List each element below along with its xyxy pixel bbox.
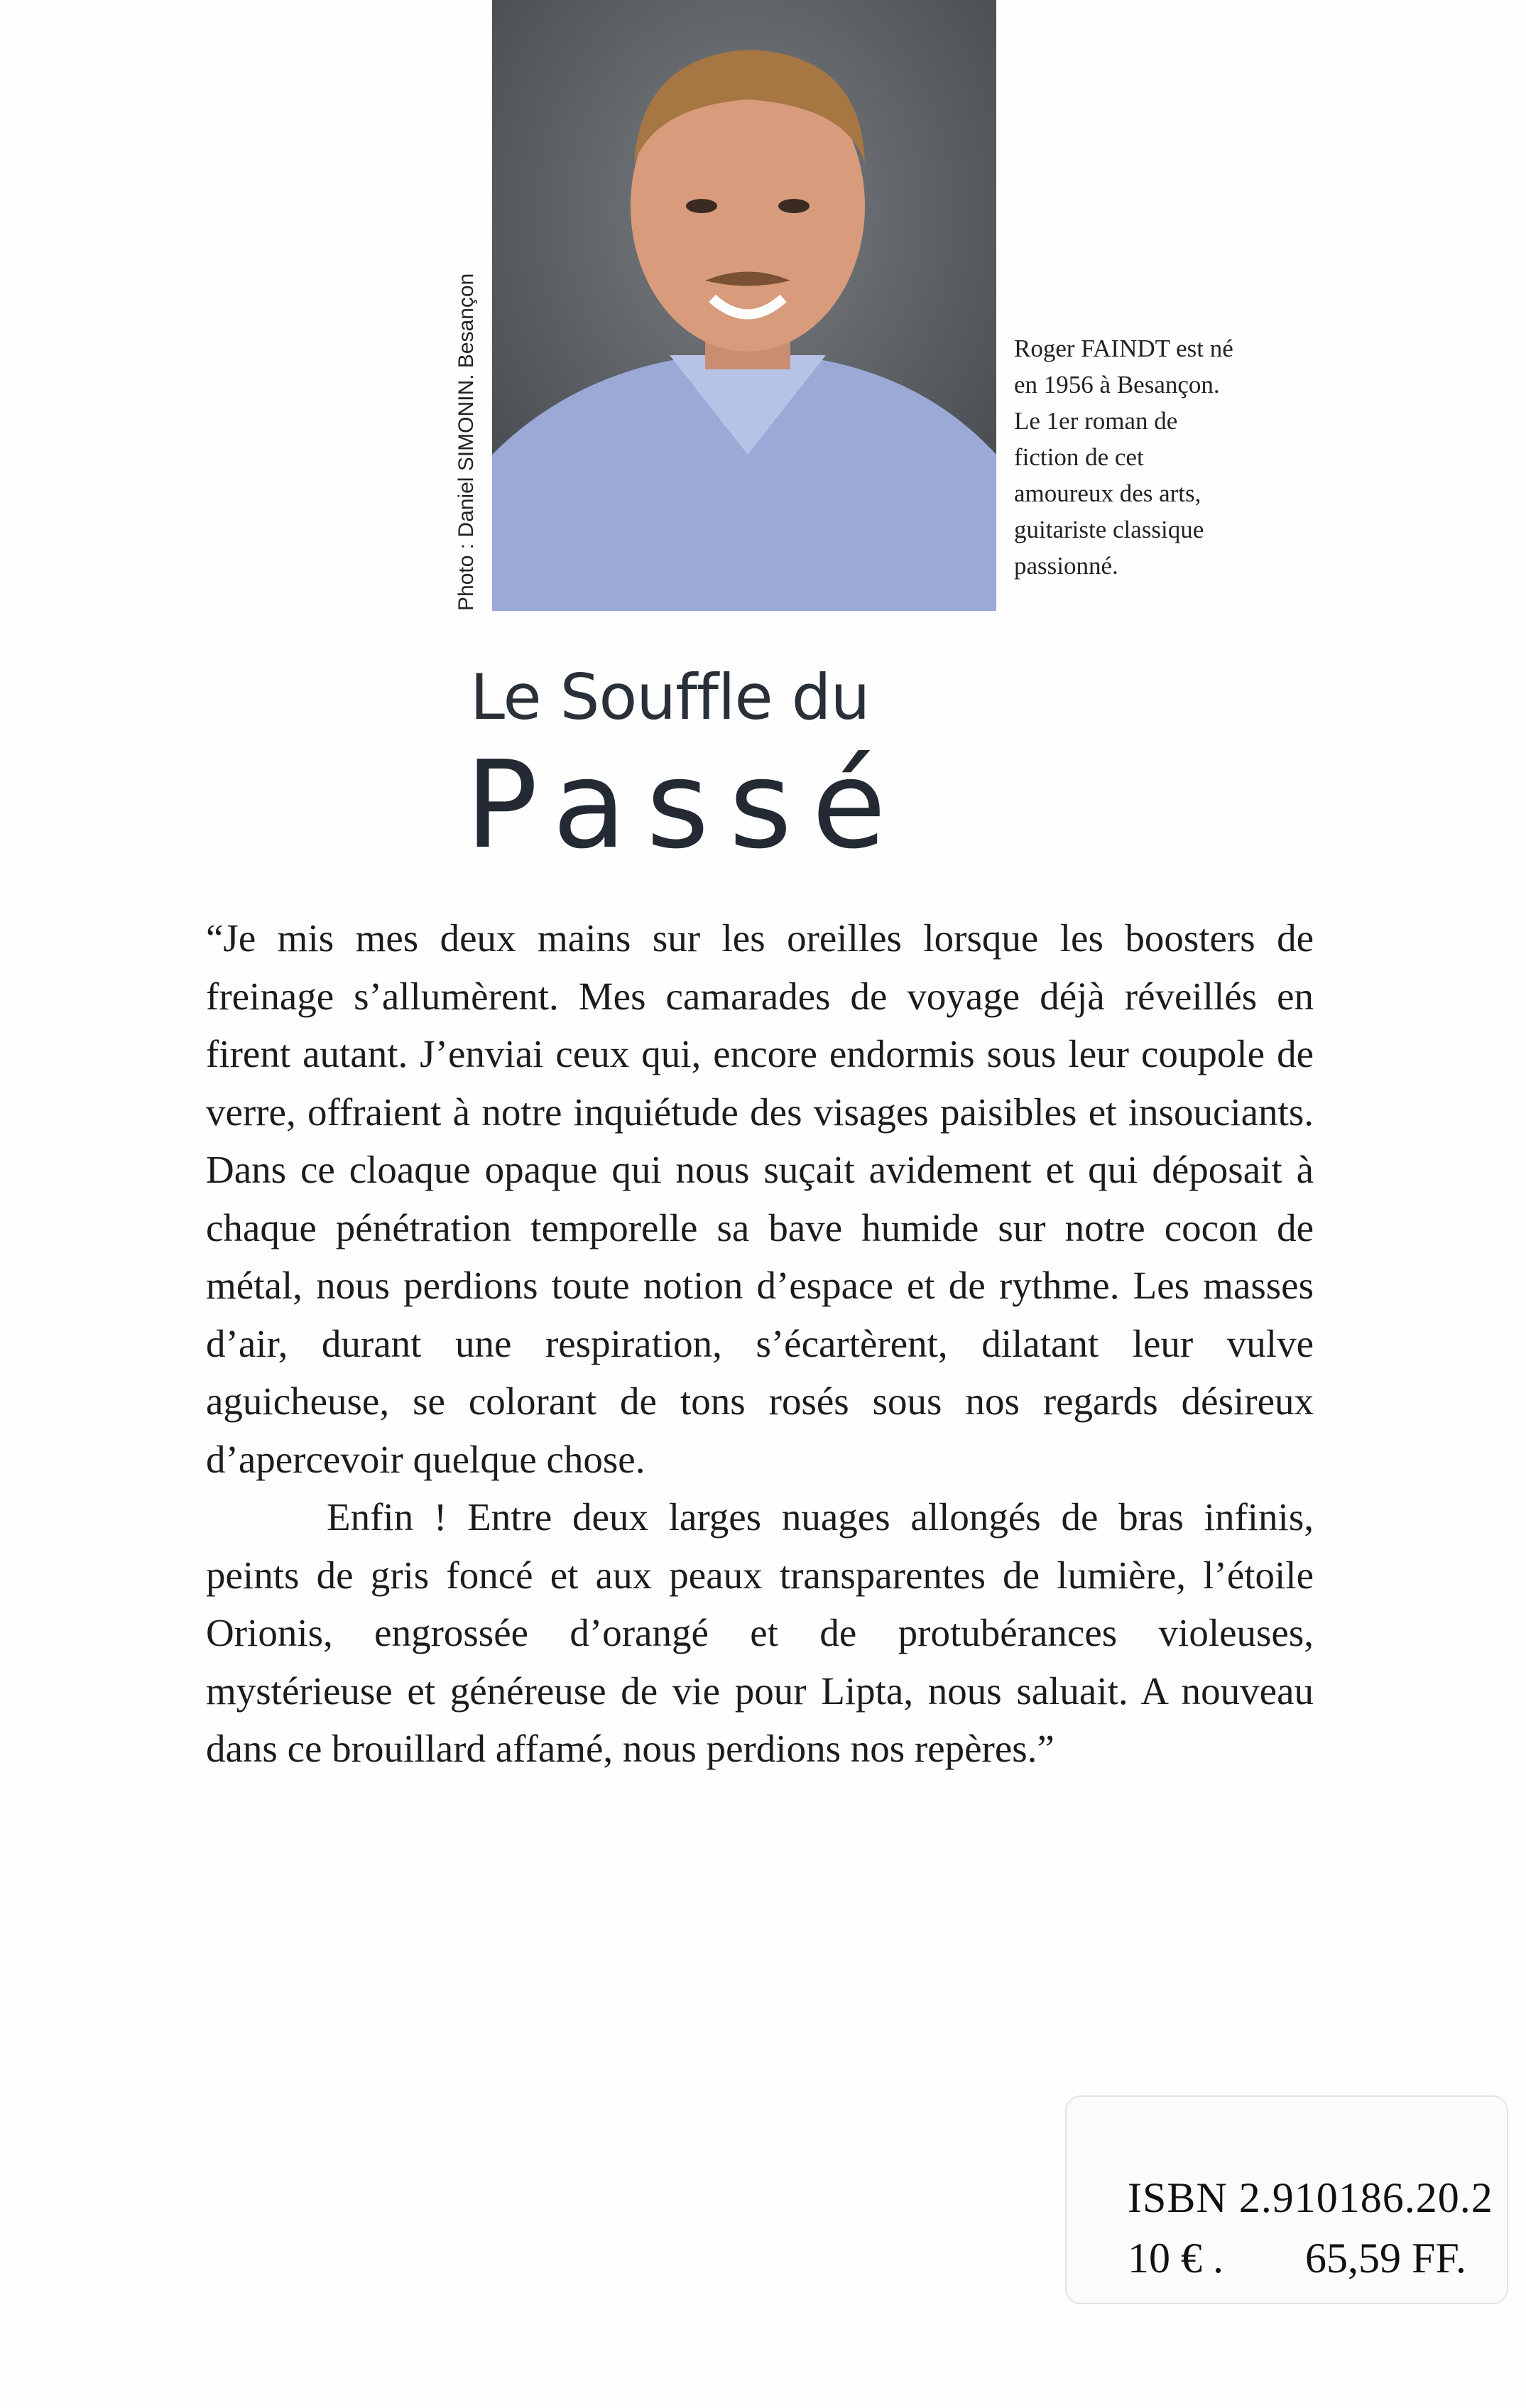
price-euro: 10 € . (1128, 2235, 1223, 2282)
author-bio-line: guitariste classique (1014, 516, 1204, 543)
excerpt-paragraph: “Je mis mes deux mains sur les oreilles lorsque les boosters de freinage s’allumèrent. Mes camarades de voyage déjà réveillés en firent autant. J’enviai ceux qui, encore endormis sous leur coupole de verre, offraient à notre inquiétude des visages paisibles et insouciants. Dans ce cloaque opaque qui nous suçait avidement et qui déposait à chaque pénétration temporelle sa bave humide sur notre cocon de métal, nous perdions toute notion d’espace et de rythme. Les masses d’air, durant une respiration, s’écartèrent, dilatant leur vulve aguicheuse, se colorant de tons rosés sous nos regards désireux d’apercevoir quelque chose. (206, 916, 1314, 1481)
isbn-number: ISBN 2.910186.20.2 (1128, 2174, 1493, 2221)
author-portrait-image (492, 0, 996, 611)
book-title-line1: Le Souffle du (470, 661, 870, 734)
author-bio-line: fiction de cet (1014, 443, 1144, 471)
author-bio-line: amoureux des arts, (1014, 479, 1201, 507)
excerpt-paragraph: Enfin ! Entre deux larges nuages allongés de bras infinis, peints de gris foncé et aux peaux transparentes de lumière, l’étoile Orionis, engrossée d’orangé et de protubérances violeuses, mystérieuse et généreuse de vie pour Lipta, nous saluait. A nouveau dans ce brouillard affamé, nous perdions nos repères.” (206, 1495, 1314, 1770)
price-francs: 65,59 FF. (1305, 2235, 1466, 2282)
author-bio-line: Le 1er roman de (1014, 407, 1178, 435)
author-bio-line: Roger FAINDT est né (1014, 335, 1233, 362)
photo-credit: Photo : Daniel SIMONIN. Besançon (454, 273, 478, 611)
author-bio-line: passionné. (1014, 552, 1118, 580)
book-title-line2: Passé (465, 735, 906, 876)
author-photo (492, 0, 996, 611)
author-bio-line: en 1956 à Besançon. (1014, 371, 1220, 398)
author-bio (1014, 330, 1312, 584)
book-excerpt (206, 909, 1314, 1778)
